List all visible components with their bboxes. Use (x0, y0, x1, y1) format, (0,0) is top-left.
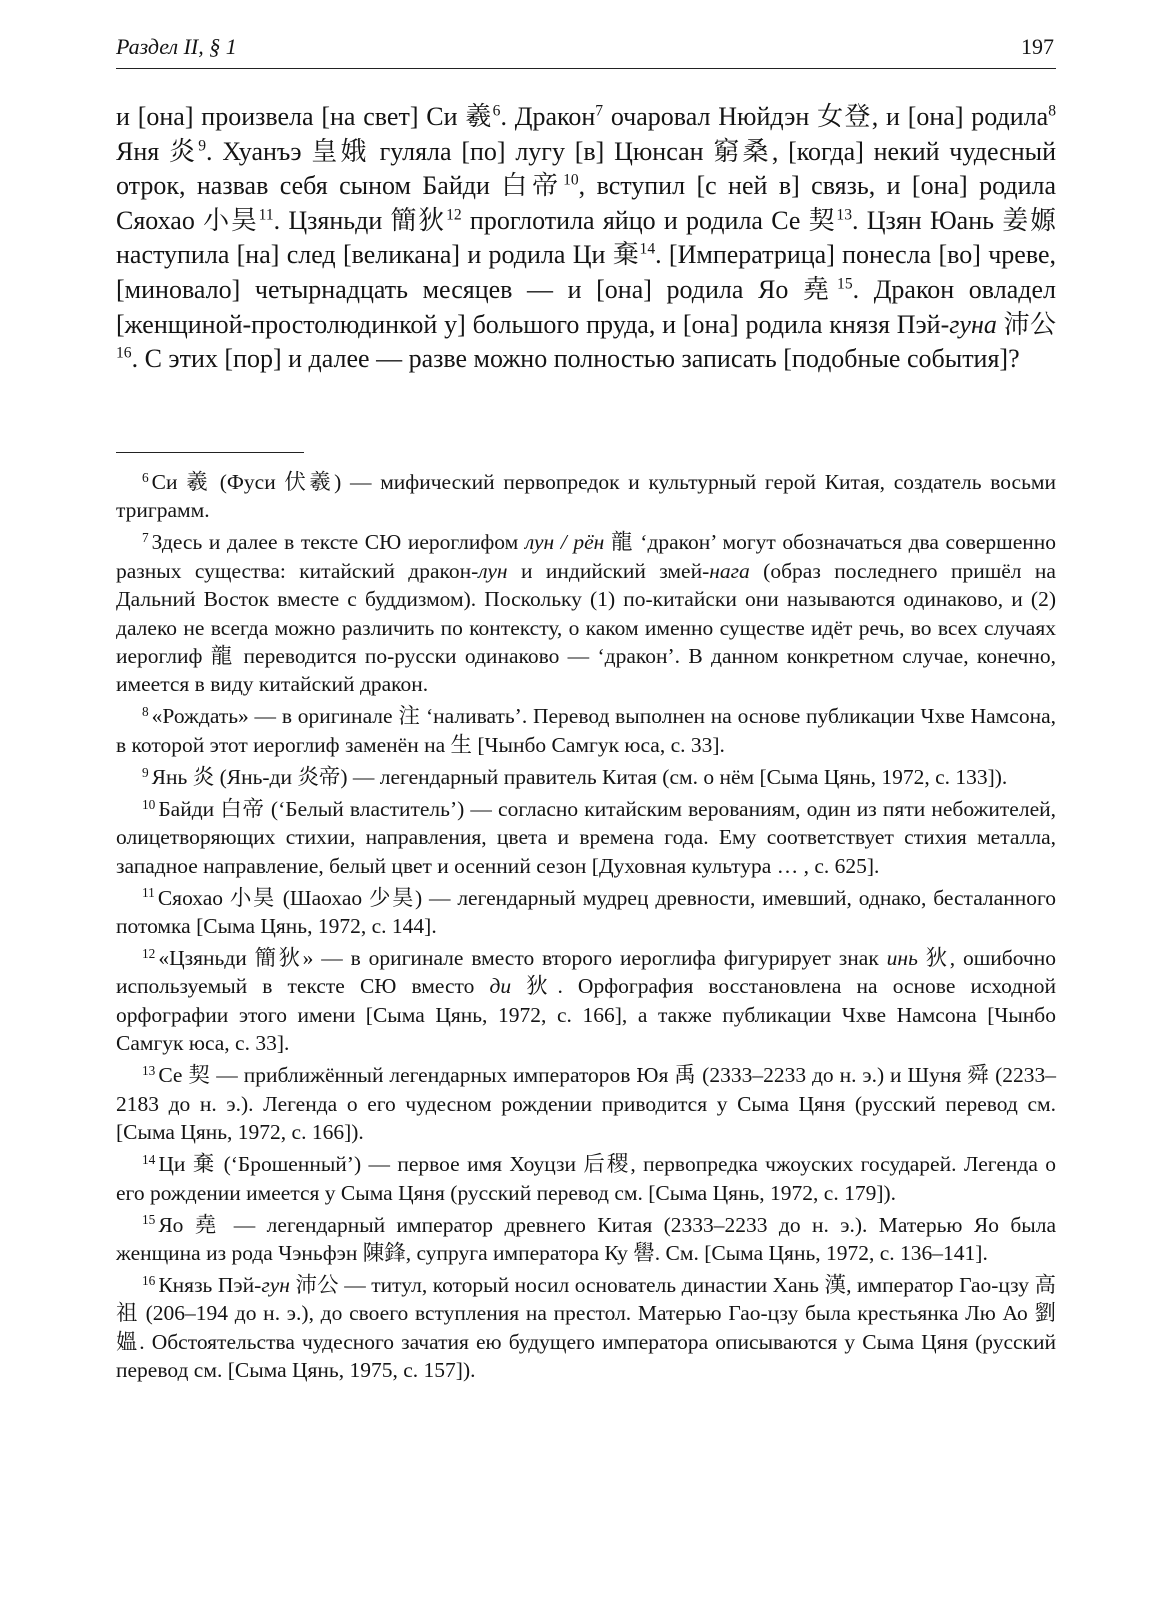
italic-term: гун (261, 1272, 290, 1297)
text-run: «Цзяньди 簡狄» — в оригинале вместо второго иероглифа фигурирует знак (158, 946, 887, 971)
text-run: . Дракон (500, 102, 596, 131)
text-run: . С этих [пор] и далее — разве можно полностью записать [подобные события]? (131, 344, 1020, 374)
running-header (116, 28, 1056, 69)
footnote-number: 10 (142, 796, 156, 812)
text-run: Яня 炎 (116, 136, 199, 166)
text-run: проглотила яйцо и родила Се 契 (461, 205, 837, 235)
italic-term: гуна (949, 309, 997, 339)
text-run: 沛公 — титул, который носил основатель династии Хань 漢, император Гао-цзу 高祖 (206–194 до н. э.), до своего вступления на престол. Матерью Гао-цзу была крестьянка Лю Ао 劉媼. Обстоятельства чудесного зачатия ею будущего императора описываются у Сыма Цяня (русский перевод см. [Сыма Цянь, 1975, с. 157]). (116, 1272, 1056, 1383)
footnote-number: 8 (142, 704, 149, 720)
footnote-number: 15 (142, 1212, 156, 1228)
text-run: Байди 白帝 (‘Белый властитель’) — согласно китайским верованиям, один из пяти небожителей, олицетворяющих стихии, направления, цвета и времена года. Ему соответствует стихия металла, западное направление, белый цвет и осенний сезон [Духовная культура … , с. 625]. (116, 796, 1056, 878)
footnote-ref: 6 (492, 102, 501, 120)
text-run: . Цзян Юань 姜嫄 наступила [на] след [великана] и родила Ци 棄 (116, 205, 1056, 270)
italic-term: ди (489, 974, 512, 999)
text-run: Янь 炎 (Янь-ди 炎帝) — легендарный правитель Китая (см. о нём [Сыма Цянь, 1972, с. 133]). (151, 764, 1008, 789)
text-run: (образ последнего пришёл на Дальний Восток вместе с буддизмом). Поскольку (1) по-китайски они называются одинаково, и (2) далеко не всегда можно различить по контексту, о каком именно существе идёт речь, во всех случаях иероглиф 龍 переводится по-русски одинаково — ‘дракон’. В данном конкретном случае, конечно, имеется в виду китайский дракон. (116, 558, 1056, 697)
text-run: Ци 棄 (‘Брошенный’) — первое имя Хоуцзи 后稷, первопредка чжоуских государей. Легенда о его рождении имеется у Сыма Цяня (русский перевод см. [Сыма Цянь, 1972, с. 179]). (116, 1152, 1056, 1205)
footnote (116, 795, 1056, 880)
footnote-ref: 15 (837, 275, 853, 293)
footnote-ref: 12 (446, 206, 462, 224)
text-run: 狄, ошибочно используемый в тексте СЮ вместо (116, 946, 1056, 999)
footnote (116, 702, 1056, 759)
text-run: . Хуанъэ 皇娥 гуляла [по] лугу [в] Цюнсан 窮桑, [когда] некий чудесный отрок, назвав себя сыном Байди 白帝 (116, 136, 1056, 201)
footnote-number: 14 (142, 1151, 156, 1167)
footnote (116, 1061, 1056, 1146)
footnote (116, 884, 1056, 941)
text-run: Здесь и далее в тексте СЮ иероглифом (151, 530, 525, 555)
footnote-ref: 10 (563, 171, 579, 189)
text-run: и [она] произвела [на свет] Си 羲 (116, 102, 493, 131)
text-run: Се 契 — приближённый легендарных императоров Юя 禹 (2333–2233 до н. э.) и Шуня 舜 (2233–2183 до н. э.). Легенда о его чудесном рождении приводится у Сыма Цяня (русский перевод см. [Сыма Цянь, 1972, с. 166]). (116, 1063, 1056, 1145)
footnote-number: 13 (142, 1062, 156, 1078)
text-run: . Дракон овладел [женщиной-простолюдинкой у] большого пруда, и [она] родила князя Пэй- (116, 274, 1056, 339)
footnotes (116, 468, 1056, 1388)
footnote-separator (116, 452, 304, 453)
text-run: 狄. Орфография восстановлена на основе исходной орфографии этого имени [Сыма Цянь, 1972, с. 166], а также публикации Чхве Намсона [Чынбо Самгук юса, с. 33]. (116, 974, 1056, 1056)
italic-term: нага (709, 558, 750, 583)
footnote-ref: 13 (836, 206, 853, 224)
footnote (116, 1271, 1056, 1385)
footnote (116, 528, 1056, 698)
text-run: Си 羲 (Фуси 伏羲) — мифический первопредок и культурный герой Китая, создатель восьми триграмм. (116, 470, 1056, 523)
footnote-number: 6 (142, 469, 149, 485)
footnote-ref: 16 (116, 344, 132, 362)
footnote-ref: 14 (639, 241, 656, 259)
footnote-ref: 7 (595, 102, 604, 120)
text-run: 沛公 (996, 309, 1056, 339)
page-number: 197 (1021, 34, 1054, 59)
text-run: «Рождать» — в оригинале 注 ‘наливать’. Перевод выполнен на основе публикации Чхве Намсона, в которой этот иероглиф заменён на 生 [Чынбо Самгук юса, с. 33]. (116, 704, 1056, 757)
footnote-number: 7 (142, 530, 149, 546)
footnote-number: 16 (142, 1272, 156, 1288)
footnote-ref: 8 (1048, 102, 1056, 120)
text-run: очаровал Нюйдэн 女登, и [она] родила (603, 102, 1049, 131)
footnote (116, 468, 1056, 525)
section-title: Раздел II, § 1 (116, 34, 237, 59)
footnote-ref: 9 (198, 137, 207, 155)
italic-term: инь (886, 946, 918, 971)
text-run: и индийский змей- (507, 558, 710, 583)
text-run: . Цзяньди 簡狄 (273, 205, 447, 235)
text-run: Князь Пэй- (158, 1272, 262, 1297)
italic-term: лун / рён (524, 530, 605, 555)
footnote-number: 11 (142, 885, 155, 901)
main-text (116, 100, 1056, 377)
footnote-number: 12 (142, 945, 156, 961)
text-run: , вступил [с ней в] связь, и [она] родила Сяохао 小昊 (116, 171, 1056, 235)
footnote-ref: 11 (258, 206, 274, 224)
text-run: . [Императрица] понесла [во] чреве, [миновало] четырнадцать месяцев — и [она] родила Яо 堯 (116, 240, 1056, 304)
text-run: 龍 ‘дракон’ могут обозначаться два совершенно разных существа: китайский дракон- (116, 530, 1056, 583)
footnote (116, 763, 1056, 791)
footnote (116, 1150, 1056, 1207)
text-run: Яо 堯 — легендарный император древнего Китая (2333–2233 до н. э.). Матерью Яо была женщина из рода Чэньфэн 陳鋒, супруга императора Ку 嚳. См. [Сыма Цянь, 1972, с. 136–141]. (116, 1212, 1056, 1265)
footnote-number: 9 (142, 764, 149, 780)
italic-term: лун (478, 558, 508, 583)
text-run: Сяохао 小昊 (Шаохао 少昊) — легендарный мудрец древности, имевший, однако, бесталанного потомка [Сыма Цянь, 1972, с. 144]. (116, 885, 1056, 939)
footnote (116, 1211, 1056, 1268)
footnote (116, 944, 1056, 1058)
